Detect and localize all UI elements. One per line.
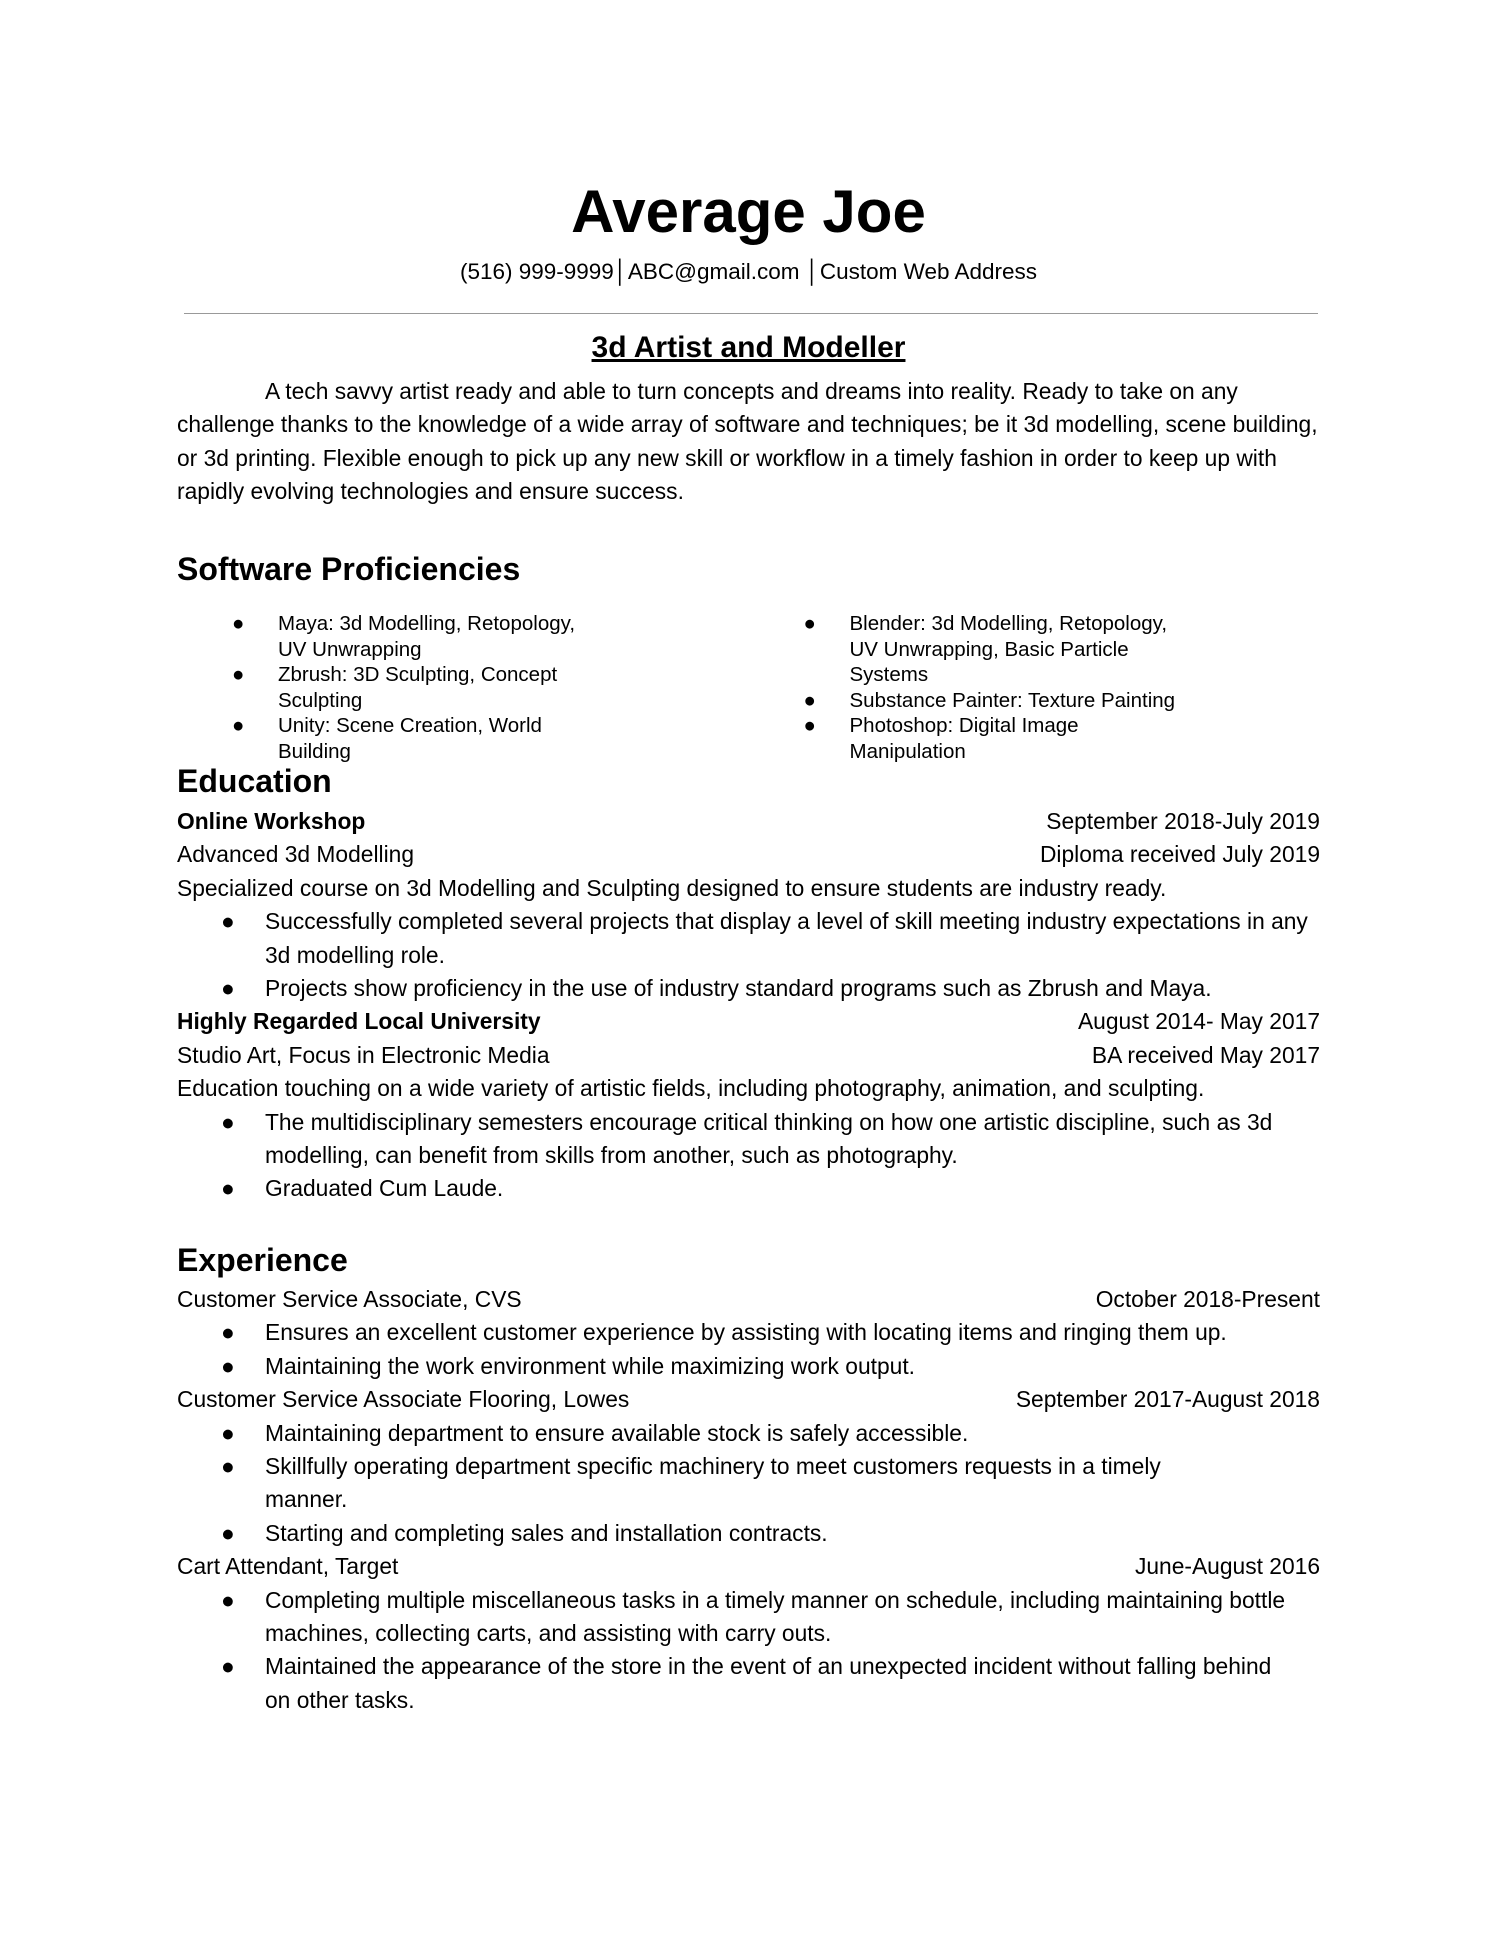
- text: Blender: 3d Modelling, Retopology, UV Unwrapping, Basic Particle Systems: [849, 612, 1168, 686]
- text: Starting and completing sales and installation contracts.: [265, 1519, 828, 1546]
- bullet-icon: ●: [232, 714, 245, 737]
- bullet-icon: ●: [221, 975, 235, 1002]
- list-item: [177, 1172, 1320, 1205]
- bullet-icon: ●: [803, 688, 816, 712]
- bullet-icon: ●: [221, 1175, 235, 1202]
- bullet-icon: ●: [221, 1653, 235, 1680]
- bullet-icon: ●: [221, 1352, 235, 1379]
- text: Maintaining the work environment while maximizing work output.: [265, 1352, 916, 1379]
- entry-row: [177, 838, 1320, 871]
- separator: │: [613, 259, 628, 284]
- text: Photoshop: Digital Image Manipulation: [849, 714, 1079, 763]
- list-item: [177, 1517, 1320, 1550]
- dates: June-August 2016: [1134, 1553, 1320, 1580]
- summary: A tech savvy artist ready and able to turn concepts and dreams into reality. Ready to take on any challenge thanks to the knowledge of a wide array of software and techniques; be it 3d modelling, scene building, or 3d printing. Flexible enough to pick up any new skill or workflow in a timely fashion in order to keep up with rapidly evolving technologies and ensure success.: [177, 378, 1318, 505]
- description: Specialized course on 3d Modelling and Sculpting designed to ensure students are industry ready.: [177, 874, 1167, 901]
- divider: [184, 313, 1318, 314]
- separator: │: [799, 259, 820, 284]
- list-item: [177, 1650, 1320, 1717]
- dates: August 2014- May 2017: [1077, 1008, 1320, 1035]
- school: Online Workshop: [177, 808, 366, 834]
- bullet-icon: ●: [221, 1419, 235, 1446]
- text: Unity: Scene Creation, World Building: [278, 714, 542, 763]
- list-item: [177, 1584, 1320, 1651]
- software-heading: Software Proficiencies: [177, 551, 521, 587]
- list-item: [177, 905, 1320, 972]
- job-title: 3d Artist and Modeller: [591, 331, 906, 364]
- education-heading: Education: [177, 763, 332, 799]
- phone: (516) 999-9999: [459, 259, 614, 284]
- list-item: [749, 611, 1180, 688]
- text: Graduated Cum Laude.: [265, 1175, 504, 1202]
- bullet-icon: ●: [803, 612, 816, 635]
- text: Ensures an excellent customer experience by assisting with locating items and ringing them up.: [265, 1319, 1227, 1346]
- dates: September 2017-August 2018: [1015, 1386, 1320, 1413]
- list-item: [177, 1417, 1320, 1450]
- entry-row: [177, 1005, 1320, 1038]
- text: Maya: 3d Modelling, Retopology, UV Unwrapping: [278, 612, 576, 661]
- bullet-icon: ●: [221, 908, 235, 935]
- text: Substance Painter: Texture Painting: [849, 688, 1176, 712]
- candidate-name: Average Joe: [571, 178, 926, 245]
- bullet-icon: ●: [221, 1453, 235, 1480]
- dates: September 2018-July 2019: [1046, 808, 1320, 834]
- credential: Diploma received July 2019: [1039, 841, 1320, 868]
- text: Successfully completed several projects that display a level of skill meeting industry expectations in any 3d modelling role.: [265, 908, 1308, 968]
- text: Projects show proficiency in the use of industry standard programs such as Zbrush and Maya.: [265, 975, 1212, 1002]
- list-item: [177, 662, 608, 713]
- entry-row: [177, 1283, 1320, 1316]
- school: Highly Regarded Local University: [177, 1008, 541, 1035]
- bullet-icon: ●: [221, 1586, 235, 1613]
- program: Advanced 3d Modelling: [177, 841, 414, 868]
- list-item: [177, 972, 1320, 1005]
- role: Customer Service Associate, CVS: [177, 1286, 522, 1312]
- text: Zbrush: 3D Sculpting, Concept Sculpting: [278, 663, 558, 712]
- software-list: [177, 611, 1320, 764]
- list-item: [749, 713, 1180, 764]
- email: ABC@gmail.com: [627, 259, 800, 284]
- role: Cart Attendant, Target: [177, 1553, 399, 1580]
- list-item: [177, 713, 608, 764]
- experience-heading: Experience: [177, 1242, 348, 1278]
- description: Education touching on a wide variety of artistic fields, including photography, animation, and sculpting.: [177, 1075, 1205, 1102]
- software-column-right: [749, 611, 1321, 764]
- text: Maintained the appearance of the store in the event of an unexpected incident without falling behind on other tasks.: [265, 1653, 1272, 1713]
- text: Maintaining department to ensure available stock is safely accessible.: [265, 1419, 969, 1446]
- text: Skillfully operating department specific machinery to meet customers requests in a timely manner.: [265, 1453, 1161, 1513]
- education-section: [177, 805, 1320, 1206]
- bullet-icon: ●: [221, 1319, 235, 1346]
- bullet-icon: ●: [232, 612, 245, 635]
- text: Completing multiple miscellaneous tasks in a timely manner on schedule, including maintaining bottle machines, collecting carts, and assisting with carry outs.: [265, 1586, 1286, 1647]
- entry-row: [177, 1039, 1320, 1072]
- web-address: Custom Web Address: [819, 259, 1038, 284]
- list-item: [749, 688, 1180, 714]
- credential: BA received May 2017: [1091, 1041, 1320, 1068]
- experience-section: [177, 1283, 1320, 1717]
- role: Customer Service Associate Flooring, Lowes: [177, 1386, 630, 1413]
- list-item: [177, 611, 608, 662]
- bullet-icon: ●: [803, 714, 816, 737]
- program: Studio Art, Focus in Electronic Media: [177, 1041, 550, 1068]
- entry-row: [177, 1383, 1320, 1416]
- list-item: [177, 1106, 1320, 1173]
- list-item: [177, 1350, 1320, 1383]
- bullet-icon: ●: [232, 663, 245, 686]
- text: The multidisciplinary semesters encourage critical thinking on how one artistic discipline, such as 3d modelling, can benefit from skills from another, such as photography.: [265, 1108, 1273, 1169]
- entry-row: [177, 1550, 1320, 1583]
- list-item: [177, 1450, 1320, 1517]
- list-item: [177, 1316, 1320, 1349]
- entry-row: [177, 805, 1320, 838]
- bullet-icon: ●: [221, 1108, 235, 1135]
- software-column-left: [177, 611, 749, 764]
- dates: October 2018-Present: [1095, 1286, 1320, 1312]
- bullet-icon: ●: [221, 1519, 235, 1546]
- contact-line: [177, 258, 1320, 286]
